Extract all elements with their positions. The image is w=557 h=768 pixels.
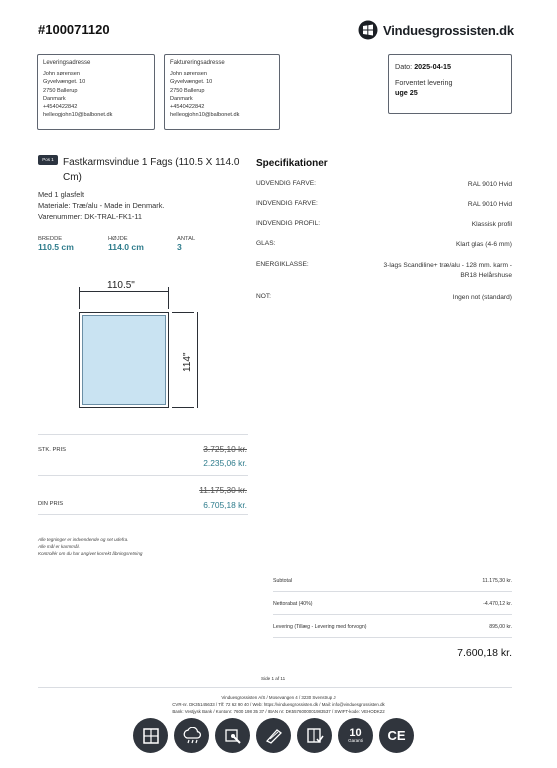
divider	[38, 687, 512, 688]
notes	[38, 536, 142, 557]
width-label: BREDDE	[38, 236, 63, 242]
dimension-height	[108, 236, 144, 252]
divider	[273, 637, 512, 638]
total-value: 895,00 kr.	[489, 624, 512, 630]
expected-label: Forventet levering	[395, 78, 453, 87]
footer	[100, 695, 457, 715]
drawing-height-line	[197, 312, 198, 408]
date-value: 2025-04-15	[414, 62, 451, 71]
total-row	[273, 601, 512, 607]
date-box	[388, 54, 512, 114]
shipping-line: Danmark	[43, 95, 66, 102]
drawing-tick	[172, 407, 194, 408]
drawing-tick	[79, 287, 80, 309]
quantity-label: ANTAL	[177, 236, 196, 242]
window-glass	[82, 315, 166, 405]
position-tag: Pos 1	[38, 155, 58, 165]
footer-line: Bank: Vestjysk Bank / Kontonr: 7600 198 35 37 / IBAN nr: DK5576000001983537 / SWIFT-kode: VEHODK22	[172, 708, 385, 714]
logo	[358, 20, 514, 40]
page-number: Side 1 af 11	[261, 676, 286, 681]
divider	[273, 591, 512, 592]
divider	[273, 614, 512, 615]
drawing-height-label: 114"	[182, 352, 193, 372]
logo-icon	[358, 20, 378, 40]
divider	[38, 434, 248, 435]
spec-row	[256, 293, 512, 303]
height-label: HØJDE	[108, 236, 128, 242]
billing-line: 2750 Ballerup	[170, 87, 205, 94]
drawing-tick	[172, 312, 194, 313]
spec-key: GLAS:	[256, 240, 276, 247]
billing-line: Danmark	[170, 95, 193, 102]
billing-line: helleogjohn10@balbonet.dk	[170, 112, 240, 119]
spec-key: INDVENDIG FARVE:	[256, 200, 318, 207]
billing-line: John sørensen	[170, 71, 208, 78]
your-price-new: 6.705,18 kr.	[203, 500, 247, 510]
grand-total: 7.600,18 kr.	[457, 647, 512, 659]
product-info-line: Varenummer: DK-TRAL-FK1-11	[38, 212, 143, 221]
footer-line: CVR-nr. DK35145633 / Tlf: 72 62 90 40 / Web: https://vinduesgrossisten.dk / Mail: info@vinduesgrossisten.dk	[172, 701, 385, 707]
billing-title: Faktureringsadresse	[170, 60, 225, 66]
window-check-icon	[297, 718, 332, 753]
ce-icon: CE	[379, 718, 414, 753]
quantity-value: 3	[177, 242, 182, 252]
date-label: Dato:	[395, 62, 413, 71]
product-info-line: Materiale: Træ/alu - Made in Denmark.	[38, 201, 165, 210]
unit-price-label: STK. PRIS	[38, 447, 67, 453]
order-number: #100071120	[38, 22, 110, 37]
shipping-address	[37, 54, 155, 130]
spec-key: INDVENDIG PROFIL:	[256, 220, 321, 227]
note-line: Alle mål er karmmål.	[38, 544, 80, 549]
warranty-years: 10	[349, 726, 362, 739]
spec-value: RAL 9010 Hvid	[467, 181, 512, 188]
warranty-label: Garanti	[348, 737, 363, 743]
billing-line: Gyvelvænget. 10	[170, 79, 213, 86]
weather-icon	[174, 718, 209, 753]
your-price-label: DIN PRIS	[38, 501, 64, 507]
dimension-quantity	[177, 236, 195, 252]
total-value: -4.470,12 kr.	[483, 601, 512, 607]
total-row	[273, 624, 512, 630]
expected-value: uge 25	[395, 88, 418, 97]
spec-key: UDVENDIG FARVE:	[256, 180, 316, 187]
specs-title: Specifikationer	[256, 158, 328, 169]
drawing-tick	[168, 287, 169, 309]
spec-key: NOT:	[256, 293, 272, 300]
unit-price-old: 3.725,10 kr.	[203, 444, 247, 454]
tools-icon	[215, 718, 250, 753]
shipping-line: +4540422842	[43, 104, 78, 111]
product-title: Fastkarmsvindue 1 Fags (110.5 X 114.0 Cm)	[63, 157, 240, 183]
shipping-line: John sørensen	[43, 71, 81, 78]
spec-row	[256, 261, 512, 281]
spec-value: Ingen not (standard)	[452, 294, 512, 301]
total-row	[273, 578, 512, 584]
spec-key: ENERGIKLASSE:	[256, 261, 309, 268]
logo-text: Vinduesgrossisten.dk	[383, 22, 514, 38]
shipping-line: 2750 Ballerup	[43, 87, 78, 94]
shipping-line: Gyvelvænget. 10	[43, 79, 86, 86]
width-value: 110.5 cm	[38, 242, 74, 252]
dimension-width	[38, 236, 74, 252]
divider	[38, 475, 248, 476]
drawing-width-label: 110.5"	[107, 280, 135, 291]
your-price-old: 11.175,30 kr.	[199, 485, 247, 495]
total-label: Nettorabat (40%)	[273, 601, 313, 607]
spec-row	[256, 220, 512, 230]
certification-badges	[133, 718, 414, 753]
total-label: Levering (Tillæg - Levering med forvogn)	[273, 624, 367, 630]
spec-value: RAL 9010 Hvid	[467, 201, 512, 208]
drawing-width-line	[79, 291, 169, 292]
shipping-title: Leveringsadresse	[43, 60, 91, 66]
total-label: Subtotal	[273, 578, 293, 584]
note-line: Kontrollér om du har angivet korrekt åbningsretning	[38, 551, 143, 556]
spec-value: 3-lags Scandiline+ træ/alu - 128 mm. karm - BR18 Helårshuse	[383, 262, 512, 279]
spec-row	[256, 180, 512, 190]
height-value: 114.0 cm	[108, 242, 144, 252]
spec-row	[256, 200, 512, 210]
billing-address	[164, 54, 280, 130]
spec-value: Klart glas (4-6 mm)	[455, 241, 512, 248]
unit-price-new: 2.235,06 kr.	[203, 458, 247, 468]
profile-icon	[256, 718, 291, 753]
billing-line: +4540422842	[170, 104, 205, 111]
total-value: 11.175,30 kr.	[482, 578, 512, 584]
product-info-line: Med 1 glasfelt	[38, 190, 85, 199]
window-icon	[133, 718, 168, 753]
warranty-icon	[338, 718, 373, 753]
spec-row	[256, 240, 512, 250]
footer-line: Vinduesgrossisten A/S / Mosevangen 4 / 3230 Svenstrup J	[221, 695, 336, 700]
spec-value: Klassisk profil	[471, 221, 512, 228]
divider	[38, 514, 248, 515]
shipping-line: helleogjohn10@balbonet.dk	[43, 112, 113, 119]
note-line: Alle tegninger er indvendende og set udefra.	[38, 537, 129, 542]
product-info	[38, 189, 165, 222]
